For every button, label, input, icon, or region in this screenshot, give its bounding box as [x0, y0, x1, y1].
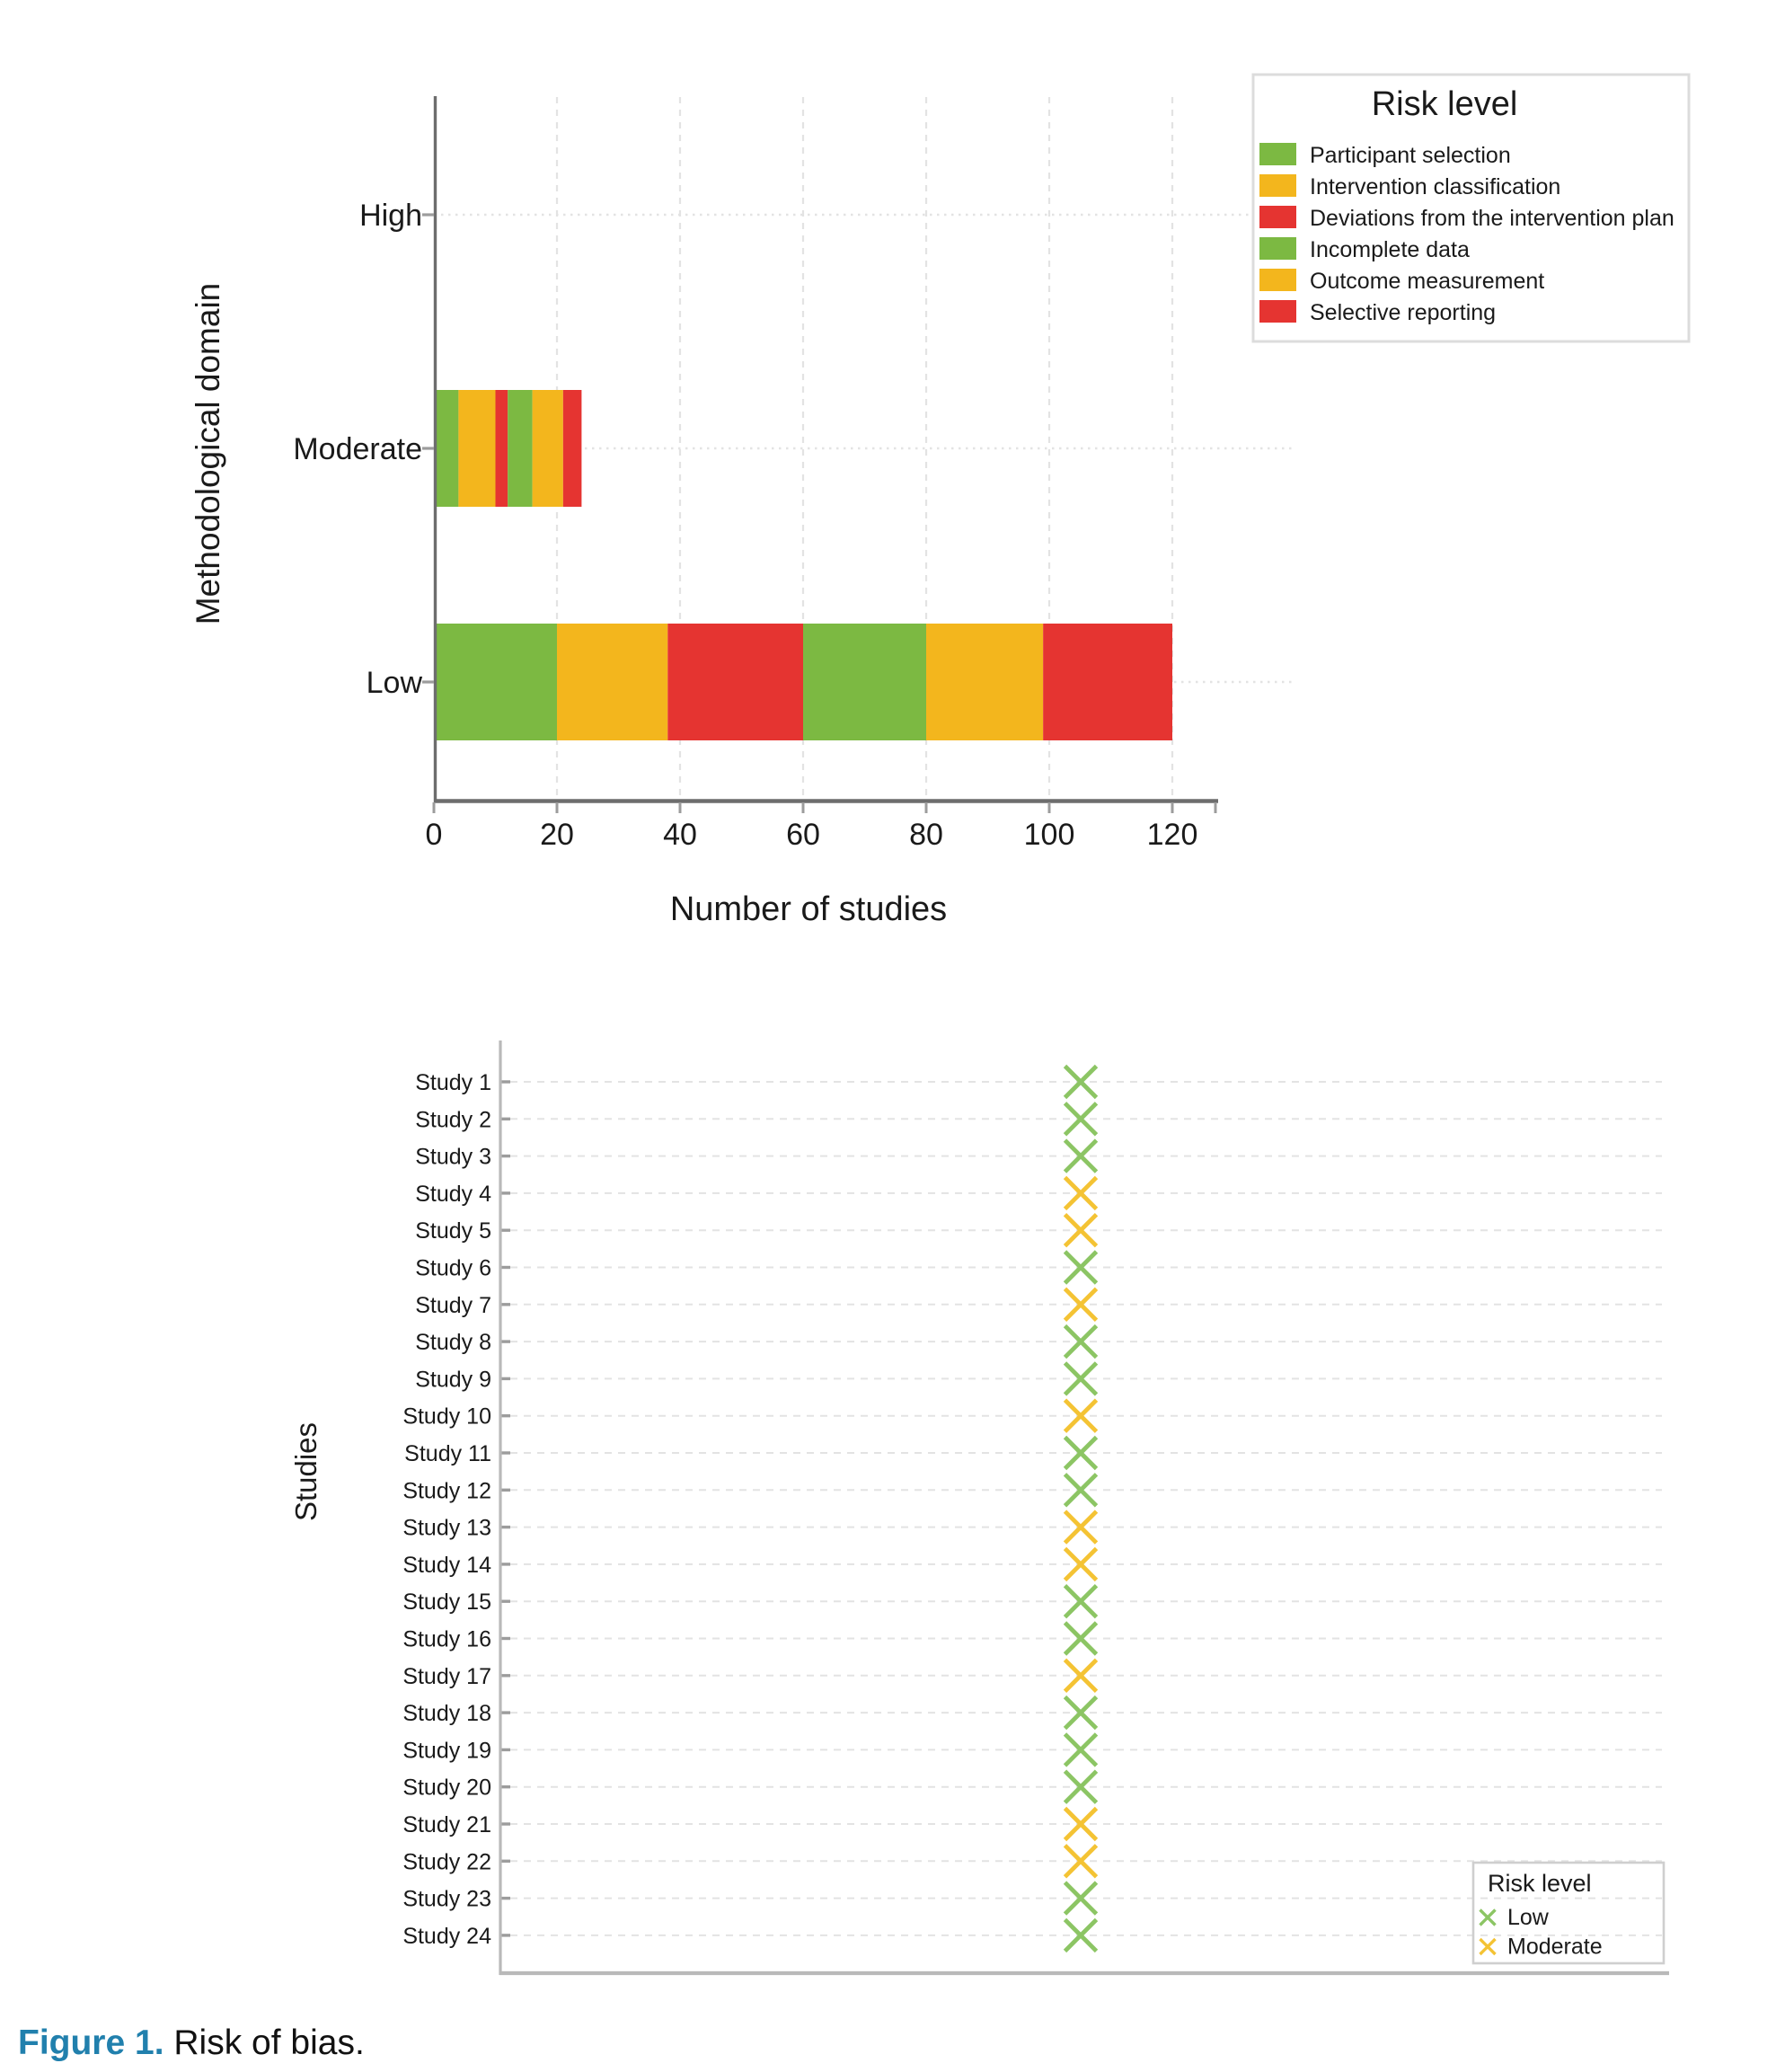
figure-caption-label: Figure 1. [18, 2023, 164, 2062]
study-label: Study 16 [402, 1626, 491, 1652]
study-label: Study 5 [415, 1218, 491, 1244]
study-label: Study 21 [402, 1812, 491, 1837]
study-label: Study 23 [402, 1886, 491, 1912]
study-label: Study 1 [415, 1070, 491, 1095]
figure-caption-text: Risk of bias. [163, 2023, 365, 2062]
study-label: Study 14 [402, 1552, 491, 1578]
study-label: Study 7 [415, 1292, 491, 1318]
study-label: Study 13 [402, 1515, 491, 1541]
study-label: Study 22 [402, 1849, 491, 1875]
study-label: Study 20 [402, 1775, 491, 1801]
x-tick-label: 100 [1023, 818, 1075, 852]
study-label: Study 3 [415, 1144, 491, 1170]
figure-caption [18, 2023, 365, 2063]
x-axis-title: Number of studies [669, 890, 948, 928]
legend-title: Risk level [1488, 1870, 1592, 1897]
category-label: Low [366, 666, 422, 700]
study-label: Study 15 [402, 1589, 491, 1616]
legend-label: Incomplete data [1310, 237, 1470, 262]
x-tick-label: 120 [1146, 818, 1198, 852]
study-label: Study 8 [415, 1330, 491, 1356]
legend-label: Moderate [1507, 1934, 1603, 1960]
legend-title: Risk level [1371, 85, 1518, 123]
legend-label: Selective reporting [1310, 300, 1497, 325]
study-label: Study 10 [402, 1403, 491, 1430]
study-label: Study 24 [402, 1923, 491, 1949]
x-tick-label: 60 [786, 818, 820, 852]
y-axis-title: Studies [289, 1421, 323, 1522]
x-tick-label: 20 [540, 818, 574, 852]
category-label: Moderate [293, 432, 422, 466]
study-label: Study 9 [415, 1367, 491, 1393]
legend-label: Deviations from the intervention plan [1310, 206, 1674, 231]
y-axis-title: Methodological domain [190, 282, 226, 625]
legend-label: Outcome measurement [1310, 269, 1545, 294]
study-label: Study 6 [415, 1255, 491, 1281]
legend-label: Intervention classification [1310, 174, 1561, 199]
legend-label: Participant selection [1310, 143, 1511, 168]
x-tick-label: 40 [663, 818, 697, 852]
study-label: Study 18 [402, 1701, 491, 1727]
study-label: Study 19 [402, 1738, 491, 1764]
legend-label: Low [1507, 1905, 1549, 1930]
study-label: Study 2 [415, 1107, 491, 1133]
study-label: Study 12 [402, 1478, 491, 1504]
x-tick-label: 80 [909, 818, 943, 852]
study-label: Study 11 [404, 1441, 491, 1466]
study-label: Study 4 [415, 1181, 491, 1207]
category-label: High [359, 199, 422, 233]
study-label: Study 17 [402, 1663, 491, 1689]
x-tick-label: 0 [425, 818, 443, 852]
